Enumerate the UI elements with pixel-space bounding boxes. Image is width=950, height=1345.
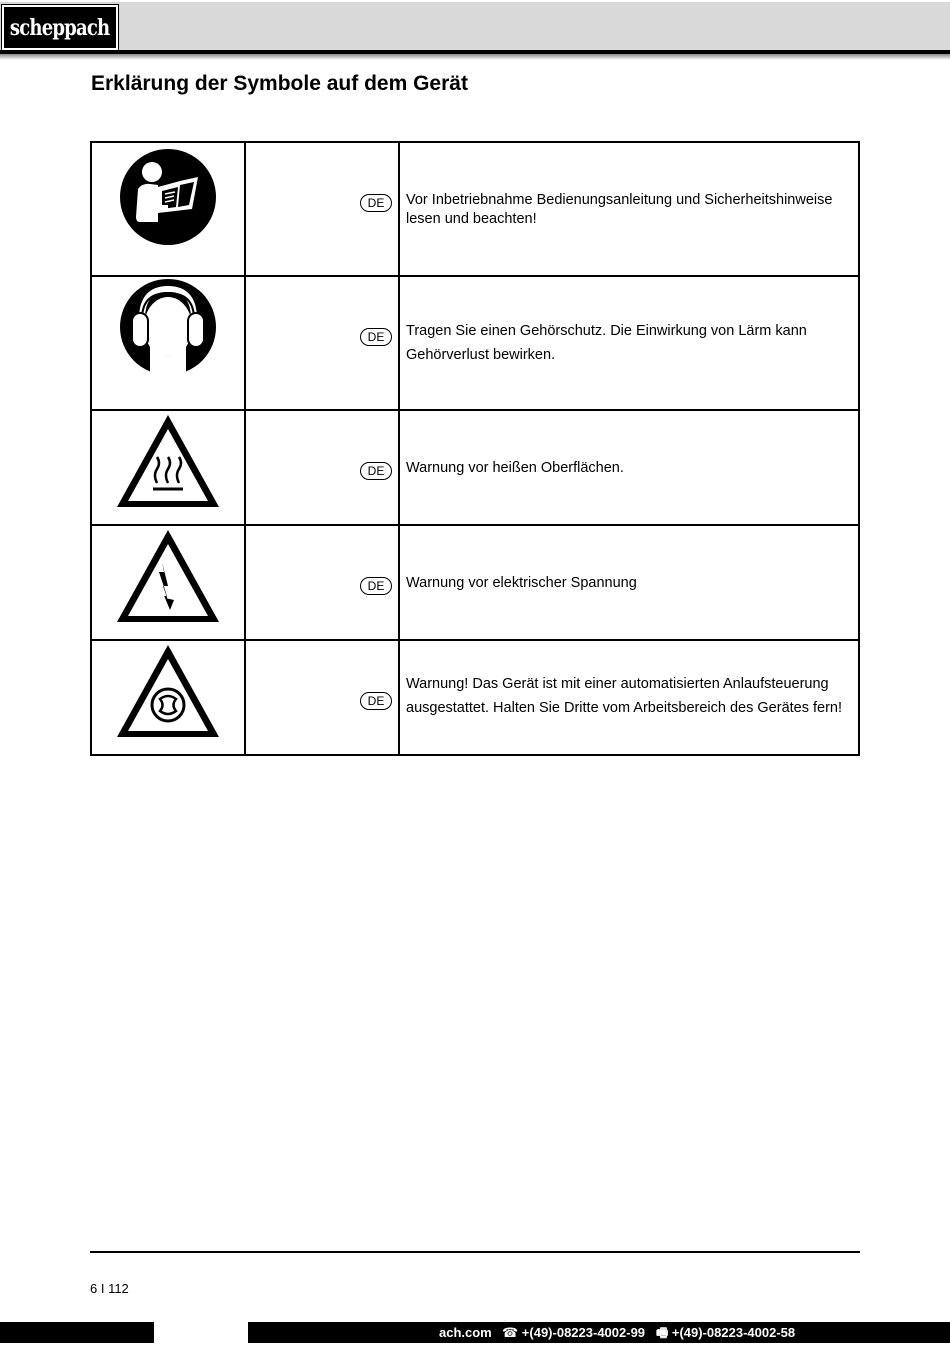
language-cell — [245, 410, 399, 525]
table-row — [91, 142, 859, 276]
footer-fax: 🖷 +(49)-08223-4002-58 — [656, 1325, 796, 1340]
symbol-cell — [91, 142, 245, 276]
read-manual-icon — [118, 147, 218, 247]
language-cell — [245, 525, 399, 640]
brand-logo-text: scheppach — [10, 14, 110, 41]
description-cell — [399, 525, 859, 640]
description-cell — [399, 276, 859, 410]
electric-voltage-warning-icon — [113, 526, 223, 626]
language-cell — [245, 640, 399, 755]
language-badge: DE — [360, 194, 392, 212]
language-cell — [245, 276, 399, 410]
hot-surface-warning-icon — [113, 411, 223, 511]
table-row — [91, 640, 859, 755]
table-row — [91, 276, 859, 410]
symbol-cell — [91, 640, 245, 755]
brand-logo — [2, 5, 118, 50]
header-band — [0, 2, 950, 50]
header-shadow — [0, 54, 950, 60]
language-badge: DE — [360, 692, 392, 710]
symbols-table — [90, 141, 860, 756]
footer-website: ach.com — [439, 1325, 492, 1340]
description-cell — [399, 410, 859, 525]
language-badge: DE — [360, 577, 392, 595]
footer-contact-bar — [248, 1322, 950, 1343]
description-cell — [399, 142, 859, 276]
description-cell — [399, 640, 859, 755]
automatic-start-warning-icon — [113, 641, 223, 741]
language-cell — [245, 142, 399, 276]
symbol-cell — [91, 276, 245, 410]
symbol-description: Vor Inbetriebnahme Bedienungsanleitung und Sicherheitshinweise lesen und beachten! — [406, 192, 833, 227]
footer-bar — [0, 1322, 154, 1343]
language-badge: DE — [360, 462, 392, 480]
table-row — [91, 525, 859, 640]
symbol-description: Warnung! Das Gerät ist mit einer automatisierten Anlaufsteuerung ausgestattet. Halten Sie Dritte vom Arbeitsbereich des Gerätes fern! — [406, 676, 843, 716]
symbol-cell — [91, 410, 245, 525]
hearing-protection-icon — [118, 277, 218, 377]
footer-rule — [90, 1251, 860, 1253]
symbol-cell — [91, 525, 245, 640]
page-number: 6 I 112 — [90, 1281, 129, 1296]
symbol-description: Tragen Sie einen Gehörschutz. Die Einwirkung von Lärm kann Gehörverlust bewirken. — [406, 323, 807, 363]
symbol-description: Warnung vor elektrischer Spannung — [406, 575, 637, 591]
language-badge: DE — [360, 328, 392, 346]
footer-phone: ☎ +(49)-08223-4002-99 — [502, 1325, 646, 1340]
table-row — [91, 410, 859, 525]
symbol-description: Warnung vor heißen Oberflächen. — [406, 460, 624, 476]
page-title: Erklärung der Symbole auf dem Gerät — [91, 72, 468, 95]
